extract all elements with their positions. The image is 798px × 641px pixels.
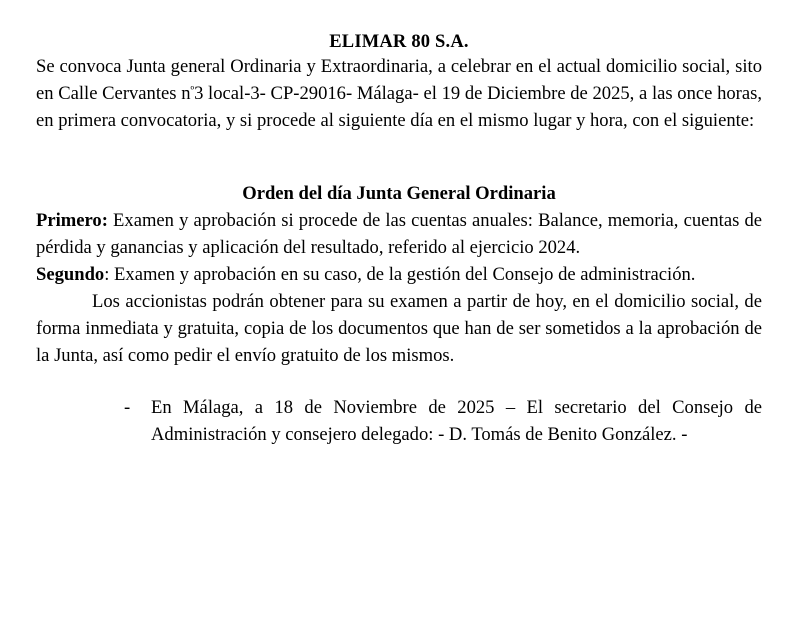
signature-list [36,394,762,448]
agenda-item-primero [36,207,762,261]
intro-text-part-1: Se convoca Junta general Ordinaria y Extraordinaria, a celebrar en el actual domicilio social, sito en Calle Cervantes n [36,56,762,104]
signature-text: En Málaga, a 18 de Noviembre de 2025 – El secretario del Consejo de Administración y consejero delegado: - D. Tomás de Benito González. - [151,397,762,445]
agenda-item-segundo-label: Segundo [36,264,105,285]
intro-text-part-2: 3 local-3- CP-29016- Málaga- el 19 de Diciembre de 2025, a las once horas, en primera convocatoria, y si procede al siguiente día en el mismo lugar y hora, con el siguiente: [36,83,762,131]
agenda-item-segundo [36,261,762,288]
shareholder-notice-paragraph: Los accionistas podrán obtener para su examen a partir de hoy, en el domicilio social, de forma inmediata y gratuita, copia de los documentos que han de ser sometidos a la aprobación de la Junta, así como pedir el envío gratuito de los mismos. [36,291,762,366]
ordinal-indicator: º [190,85,195,98]
agenda-item-segundo-text: : Examen y aprobación en su caso, de la gestión del Consejo de administración. [104,264,696,285]
agenda-item-primero-text: Examen y aprobación si procede de las cuentas anuales: Balance, memoria, cuentas de pérdida y ganancias y aplicación del resultado, referido al ejercicio 2024. [36,210,762,258]
page-title: ELIMAR 80 S.A. [329,32,469,52]
agenda-item-primero-label: Primero: [36,210,108,231]
agenda-heading: Orden del día Junta General Ordinaria [242,183,556,204]
intro-paragraph [36,53,762,134]
document-body [36,53,762,448]
hyphen-bullet-icon: - [124,397,131,418]
list-item [124,394,762,448]
